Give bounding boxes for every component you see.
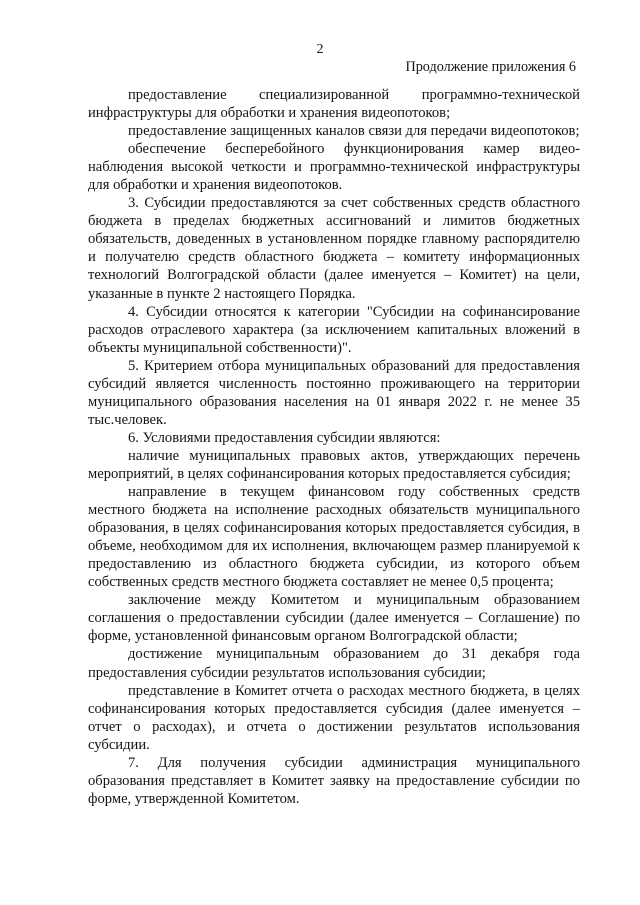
paragraph-condition-report: представление в Комитет отчета о расходах местного бюджета, в целях софинансирования которых предоставляется субсидия (далее именуется – отчет о расходах), и отчета о достижении результатов использования субсидии. (88, 682, 580, 753)
paragraph-clause-7: 7. Для получения субсидии администрация муниципального образования представляет в Комитет заявку на предоставление субсидии по форме, утвержденной Комитетом. (88, 754, 580, 807)
document-body (88, 86, 580, 808)
paragraph-condition-acts: наличие муниципальных правовых актов, утверждающих перечень мероприятий, в целях софинансирования которых предоставляется субсидия; (88, 447, 580, 482)
paragraph-clause-6: 6. Условиями предоставления субсидии являются: (128, 429, 441, 446)
paragraph-infrastructure: предоставление специализированной программно-технической инфраструктуры для обработки и хранения видеопотоков; (88, 87, 580, 122)
paragraph-condition-results: достижение муниципальным образованием до 31 декабря года предоставления субсидии результатов использования субсидии; (88, 646, 580, 681)
paragraph-cameras: обеспечение бесперебойного функционирования камер видео-наблюдения высокой четкости и программно-технической инфраструктуры для обработки и хранения видеопотоков. (88, 141, 580, 194)
paragraph-clause-4: 4. Субсидии относятся к категории "Субсидии на софинансирование расходов отраслевого характера (за исключением капитальных вложений в объекты муниципальной собственности)". (88, 303, 580, 356)
page-number: 2 (316, 42, 324, 57)
paragraph-clause-3: 3. Субсидии предоставляются за счет собственных средств областного бюджета в пределах бюджетных ассигнований и лимитов бюджетных обязательств, доведенных в установленном порядке главному распорядителю и получателю средств областного бюджета – комитету информационных технологий Волгоградской области (далее именуется – Комитет) на цели, указанные в пункте 2 настоящего Порядка. (88, 195, 580, 302)
paragraph-condition-funds: направление в текущем финансовом году собственных средств местного бюджета на исполнение расходных обязательств муниципального образования, в целях софинансирования которых предоставляется субсидия, в объеме, необходимом для их исполнения, включающем размер планируемой к предоставлению из областного бюджета субсидии, из которого объем собственных средств местного бюджета составляет не менее 0,5 процента; (88, 484, 580, 591)
paragraph-channels: предоставление защищенных каналов связи для передачи видеопотоков; (128, 123, 580, 140)
paragraph-condition-agreement: заключение между Комитетом и муниципальным образованием соглашения о предоставлении субсидии (далее именуется – Соглашение) по форме, установленной финансовым органом Волгоградской области; (88, 592, 580, 645)
paragraph-clause-5: 5. Критерием отбора муниципальных образований для предоставления субсидий является численность постоянно проживающего на территории муниципального образования населения на 01 января 2022 г. не менее 35 тыс.человек. (88, 357, 580, 428)
continuation-header: Продолжение приложения 6 (405, 59, 576, 75)
